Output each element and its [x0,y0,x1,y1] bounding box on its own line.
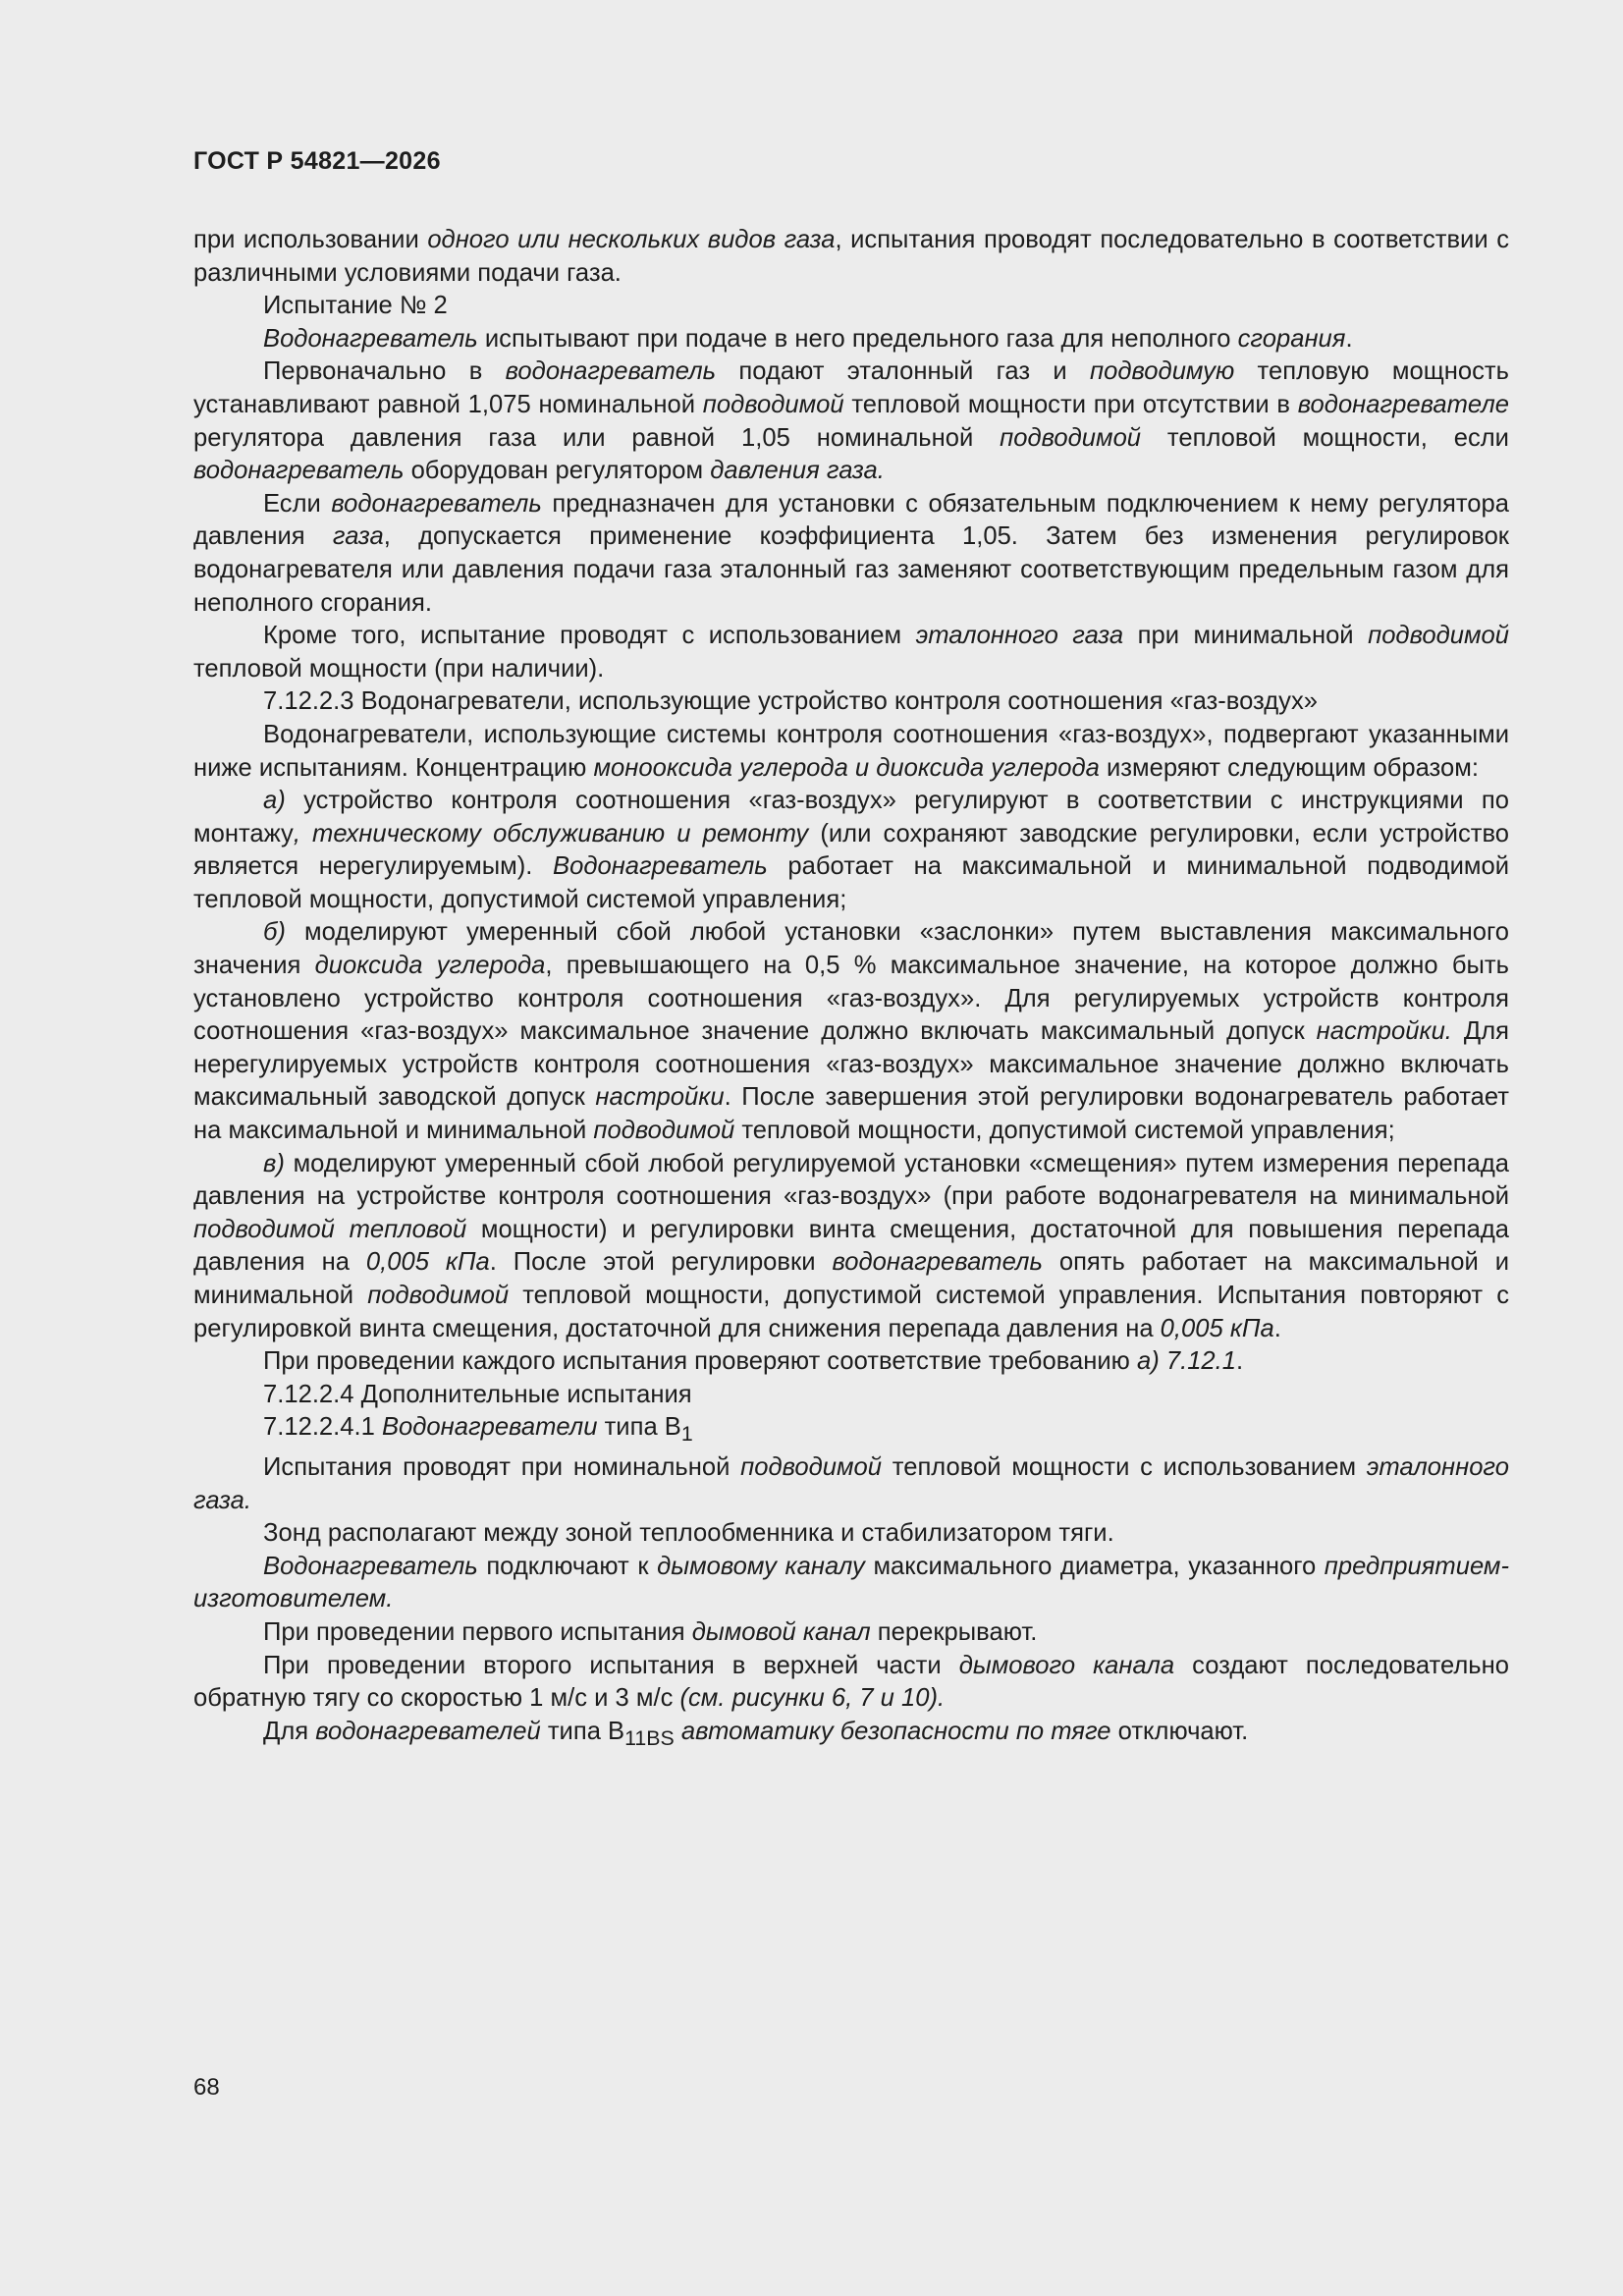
paragraph [193,224,1509,290]
text-run: максимального диаметра, указанного [864,1552,1325,1580]
italic-text: дымовой канал [691,1618,871,1647]
text-run: мощности) и регулировки винта смещения, достаточной для повышения перепада давления на [193,1215,1509,1277]
paragraph [193,1379,1509,1412]
italic-text: дымовому каналу [657,1552,865,1580]
italic-text: подводимой [1000,423,1142,452]
italic-text: 0,005 кПа [1160,1314,1274,1342]
subscript-text: 11BS [624,1725,675,1750]
italic-text: а) [263,787,286,815]
paragraph [193,290,1509,323]
italic-text: подводимой [740,1453,883,1482]
paragraph [193,1616,1509,1650]
text-run: . [1273,1314,1281,1342]
text-run: Кроме того, испытание проводят с использованием [263,622,916,650]
italic-text: подводимой [702,390,844,418]
italic-text: эталонного газа. [193,1453,1509,1514]
italic-text: монооксида углерода и диоксида углерода [593,753,1100,782]
italic-text: настройки [595,1083,725,1112]
text-run: подают эталонный газ и [716,357,1091,386]
paragraph [193,719,1509,785]
italic-text: Водонагреватели [381,1413,598,1442]
paragraph [193,1411,1509,1451]
text-run: опять работает на максимальной и минимальной [193,1248,1509,1309]
paragraph [193,685,1509,719]
italic-text: автоматику безопасности по тяге [680,1717,1111,1745]
text-run: Если [263,489,332,518]
text-run: Водонагреватели, использующие системы контроля соотношения «газ-воздух», подвергают указанными ниже испытаниям. Концентрацию [193,720,1509,782]
italic-text: подводимой [367,1282,510,1309]
italic-text: водонагреватель [832,1248,1043,1277]
text-run: работает на максимальной и минимальной подводимой тепловой мощности, допустимой системой управления; [193,852,1510,913]
text-run: моделируют умеренный сбой любой регулируемой установки «смещения» путем измерения перепада давления на устройстве контроля соотношения «газ-воздух» (при работе водонагревателя на минимальной [193,1149,1509,1211]
paragraph [193,620,1509,685]
paragraph [193,785,1509,916]
italic-text: , техническому обслуживанию и ремонту [293,819,809,847]
text-run: При проведении второго испытания в верхней части [263,1651,959,1679]
text-run: при использовании [193,226,428,253]
italic-text: водонагреватель [193,457,405,485]
text-run: тепловой мощности, если [1141,423,1509,452]
text-run: . [1236,1347,1244,1376]
text-run: 7.12.2.3 Водонагреватели, использующие устройство контроля соотношения «газ-воздух» [263,687,1318,716]
text-run: тепловой мощности при отсутствии в [843,390,1298,418]
text-run: тепловой мощности с использованием [882,1453,1367,1482]
italic-text: б) [263,918,286,947]
text-run: перекрывают. [870,1618,1038,1647]
text-run: Испытание № 2 [263,292,448,320]
text-run: оборудован регулятором [404,457,711,485]
italic-text: подводимой тепловой [193,1215,467,1243]
paragraph [193,1345,1509,1379]
italic-text: газа [332,522,384,551]
text-run: моделируют умеренный сбой любой установки «заслонки» путем выставления максимального значения [193,918,1509,980]
text-run: , допускается применение коэффициента 1,05. Затем без изменения регулировок водонагревателя или давления подачи газа эталонный газ заменяют соответствующим предельным газом для неполного сгорания. [193,522,1510,617]
text-run: При проведении каждого испытания проверяют соответствие требованию [263,1347,1137,1376]
italic-text: подводимую [1090,357,1235,386]
italic-text: предприятием-изготовителем. [193,1552,1510,1613]
text-run: 7.12.2.4 Дополнительные испытания [263,1380,692,1408]
italic-text: давления газа. [710,457,885,485]
text-run: . [1345,324,1353,353]
italic-text: настройки. [1316,1017,1452,1046]
subscript-text: 1 [680,1422,693,1447]
paragraph [193,1451,1509,1517]
italic-text: Водонагреватель [263,324,478,353]
text-run: создают последовательно обратную тягу со скоростью 1 м/с и 3 м/с [193,1651,1509,1713]
italic-text: водонагреватель [331,489,542,518]
text-run: , испытания проводят последовательно в соответствии с различными условиями подачи газа. [193,226,1509,287]
italic-text: подводимой [1368,622,1509,650]
italic-text: Водонагреватель [553,852,768,881]
text-run: Для [263,1717,316,1745]
text-run: тепловой мощности, допустимой системой управления; [734,1117,1395,1145]
italic-text: водонагревателе [1297,390,1509,418]
paragraph [193,1716,1509,1756]
italic-text: Водонагреватель [263,1552,478,1580]
text-run: отключают. [1110,1717,1249,1745]
italic-text: (см. рисунки 6, 7 и 10). [679,1684,946,1713]
text-run: испытывают при подаче в него предельного газа для неполного [477,324,1238,353]
italic-text: в) [263,1149,285,1177]
paragraph [193,355,1509,487]
italic-text: диоксида углерода [314,952,546,980]
paragraph [193,323,1509,356]
text-run: предназначен для установки с обязательным подключением к нему регулятора давления [193,489,1510,551]
italic-text: а) 7.12.1 [1136,1347,1237,1376]
page-number: 68 [193,2074,220,2101]
text-run: типа В [540,1717,625,1745]
paragraph [193,488,1509,620]
text-run: 7.12.2.4.1 [263,1413,382,1442]
paragraph [193,1551,1509,1616]
text-run: Для нерегулируемых устройств контроля соотношения «газ-воздух» максимальное значение должно включать максимальный заводской допуск [193,1017,1509,1112]
text-run: Испытания проводят при номинальной [263,1453,741,1482]
paragraph [193,1148,1509,1346]
text-run: Первоначально в [263,357,506,386]
text-run: , превышающего на 0,5 % максимальное значение, на которое должно быть установлено устройство контроля соотношения «газ-воздух». Для регулируемых устройств контроля соотношения «газ-воздух» максимальное значение должно включать максимальный допуск [193,952,1509,1046]
italic-text: эталонного газа [915,622,1124,650]
text-run: подключают к [477,1552,658,1580]
italic-text: дымового канала [958,1651,1175,1679]
text-run: типа В [597,1413,681,1442]
paragraph [193,916,1509,1147]
italic-text: водонагревателей [315,1717,541,1745]
text-run: При проведении первого испытания [263,1618,692,1647]
italic-text: одного или нескольких видов газа [427,226,836,253]
text-run: (или сохраняют заводские регулировки, если устройство является нерегулируемым). [193,819,1510,881]
text-run: тепловую мощность устанавливают равной 1,075 номинальной [193,357,1509,418]
text-run: тепловой мощности, допустимой системой управления. Испытания повторяют с регулировкой винта смещения, достаточной для снижения перепада давления на [193,1282,1509,1342]
paragraph [193,1650,1509,1716]
text-run: . После этой регулировки [489,1248,833,1277]
italic-text: водонагреватель [505,357,717,386]
text-run: . После завершения этой регулировки водонагреватель работает на максимальной и минимальной [193,1083,1510,1145]
italic-text: 0,005 кПа [365,1248,490,1277]
text-run: измеряют следующим образом: [1099,753,1479,782]
text-run: устройство контроля соотношения «газ-воздух» регулируют в соответствии с инструкциями по монтажу [193,787,1509,847]
document-body [193,224,1509,1756]
text-run: регулятора давления газа или равной 1,05 номинальной [193,423,1001,452]
italic-text: сгорания [1237,324,1346,353]
text-run: тепловой мощности (при наличии). [193,654,605,683]
text-run [675,1718,681,1745]
italic-text: подводимой [593,1117,735,1145]
document-header: ГОСТ Р 54821—2026 [193,147,441,175]
text-run: Зонд располагают между зоной теплообменника и стабилизатором тяги. [263,1519,1114,1548]
paragraph [193,1517,1509,1551]
text-run: при минимальной [1123,622,1369,650]
